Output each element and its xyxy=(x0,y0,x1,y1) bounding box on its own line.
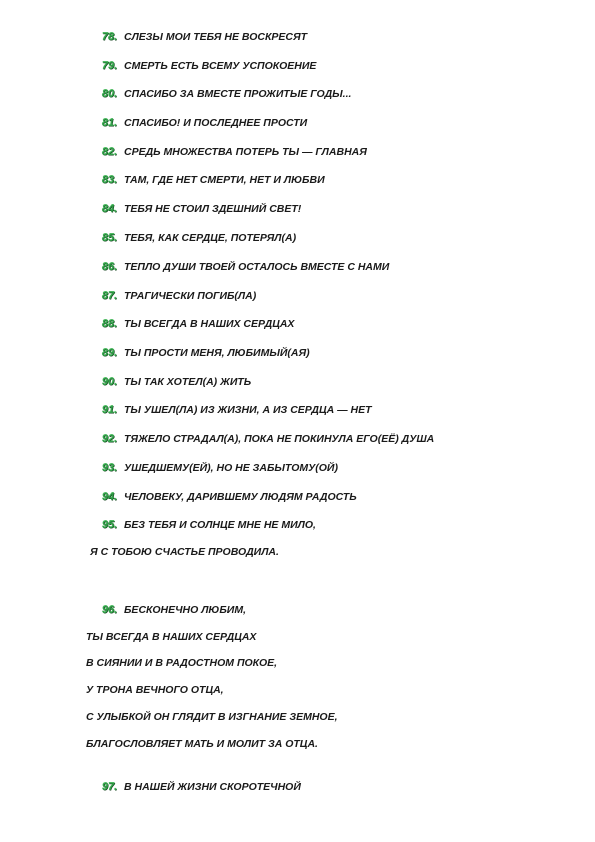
item-number: 89. xyxy=(102,347,118,359)
item-text: ТЫ ВСЕГДА В НАШИХ СЕРДЦАХ xyxy=(124,318,295,330)
item-number: 78. xyxy=(102,31,118,43)
item-text: ТЫ ТАК ХОТЕЛ(А) ЖИТЬ xyxy=(124,376,252,388)
list-item xyxy=(102,232,296,244)
list-item xyxy=(102,203,301,215)
list-item xyxy=(102,261,389,273)
list-item xyxy=(102,433,434,445)
list-item xyxy=(102,376,251,388)
item-text: Я С ТОБОЮ СЧАСТЬЕ ПРОВОДИЛА. xyxy=(90,546,279,558)
item-text: ТЕПЛО ДУШИ ТВОЕЙ ОСТАЛОСЬ ВМЕСТЕ С НАМИ xyxy=(124,261,390,273)
list-item-continuation xyxy=(90,546,279,558)
item-text: ТАМ, ГДЕ НЕТ СМЕРТИ, НЕТ И ЛЮБВИ xyxy=(124,174,325,186)
verse-line: В СИЯНИИ И В РАДОСТНОМ ПОКОЕ, xyxy=(86,657,278,669)
item-text: ТЯЖЕЛО СТРАДАЛ(А), ПОКА НЕ ПОКИНУЛА ЕГО(ЕЁ) ДУША xyxy=(124,433,435,445)
verse-line: ТЫ ВСЕГДА В НАШИХ СЕРДЦАХ xyxy=(86,631,257,643)
item-text: СПАСИБО ЗА ВМЕСТЕ ПРОЖИТЫЕ ГОДЫ... xyxy=(124,88,352,100)
item-number: 80. xyxy=(102,88,118,100)
item-number: 85. xyxy=(102,232,118,244)
item-number: 82. xyxy=(102,146,118,158)
list-item xyxy=(102,462,338,474)
item-number: 84. xyxy=(102,203,118,215)
item-text: БЕСКОНЕЧНО ЛЮБИМ, xyxy=(124,604,246,616)
list-item xyxy=(102,318,294,330)
item-number: 96. xyxy=(102,604,118,616)
item-number: 83. xyxy=(102,174,118,186)
item-text: СМЕРТЬ ЕСТЬ ВСЕМУ УСПОКОЕНИЕ xyxy=(124,60,317,72)
list-item xyxy=(102,491,357,503)
item-text: ТЫ УШЕЛ(ЛА) ИЗ ЖИЗНИ, А ИЗ СЕРДЦА — НЕТ xyxy=(124,404,372,416)
list-item xyxy=(102,347,310,359)
item-number: 90. xyxy=(102,376,118,388)
item-text: УШЕДШЕМУ(ЕЙ), НО НЕ ЗАБЫТОМУ(ОЙ) xyxy=(124,462,338,474)
list-item xyxy=(102,117,307,129)
item-text: ТРАГИЧЕСКИ ПОГИБ(ЛА) xyxy=(124,290,257,302)
item-text: ТЕБЯ НЕ СТОИЛ ЗДЕШНИЙ СВЕТ! xyxy=(124,203,302,215)
item-number: 93. xyxy=(102,462,118,474)
item-number: 95. xyxy=(102,519,118,531)
item-text: ЧЕЛОВЕКУ, ДАРИВШЕМУ ЛЮДЯМ РАДОСТЬ xyxy=(124,491,357,503)
item-text: БЕЗ ТЕБЯ И СОЛНЦЕ МНЕ НЕ МИЛО, xyxy=(124,519,316,531)
item-number: 86. xyxy=(102,261,118,273)
item-text: ТЕБЯ, КАК СЕРДЦЕ, ПОТЕРЯЛ(А) xyxy=(124,232,297,244)
item-number: 79. xyxy=(102,60,118,72)
item-number: 91. xyxy=(102,404,118,416)
item-text: СЛЕЗЫ МОИ ТЕБЯ НЕ ВОСКРЕСЯТ xyxy=(124,31,308,43)
list-item xyxy=(102,604,246,616)
list-item xyxy=(102,781,301,793)
item-number: 88. xyxy=(102,318,118,330)
list-item xyxy=(102,174,325,186)
item-text: СПАСИБО! И ПОСЛЕДНЕЕ ПРОСТИ xyxy=(124,117,308,129)
list-item xyxy=(102,88,351,100)
item-number: 97. xyxy=(102,781,118,793)
item-number: 92. xyxy=(102,433,118,445)
verse-line: С УЛЫБКОЙ ОН ГЛЯДИТ В ИЗГНАНИЕ ЗЕМНОЕ, xyxy=(86,711,338,723)
verse-line: У ТРОНА ВЕЧНОГО ОТЦА, xyxy=(86,684,224,696)
list-item xyxy=(102,404,372,416)
item-number: 94. xyxy=(102,491,118,503)
list-item xyxy=(102,290,256,302)
item-number: 87. xyxy=(102,290,118,302)
item-number: 81. xyxy=(102,117,118,129)
item-text: ТЫ ПРОСТИ МЕНЯ, ЛЮБИМЫЙ(АЯ) xyxy=(124,347,310,359)
list-item xyxy=(102,60,316,72)
item-text: В НАШЕЙ ЖИЗНИ СКОРОТЕЧНОЙ xyxy=(124,781,301,793)
item-text: СРЕДЬ МНОЖЕСТВА ПОТЕРЬ ТЫ — ГЛАВНАЯ xyxy=(124,146,367,158)
verse-line: БЛАГОСЛОВЛЯЕТ МАТЬ И МОЛИТ ЗА ОТЦА. xyxy=(86,738,318,750)
list-item xyxy=(102,519,316,531)
list-item xyxy=(102,31,307,43)
list-item xyxy=(102,146,367,158)
